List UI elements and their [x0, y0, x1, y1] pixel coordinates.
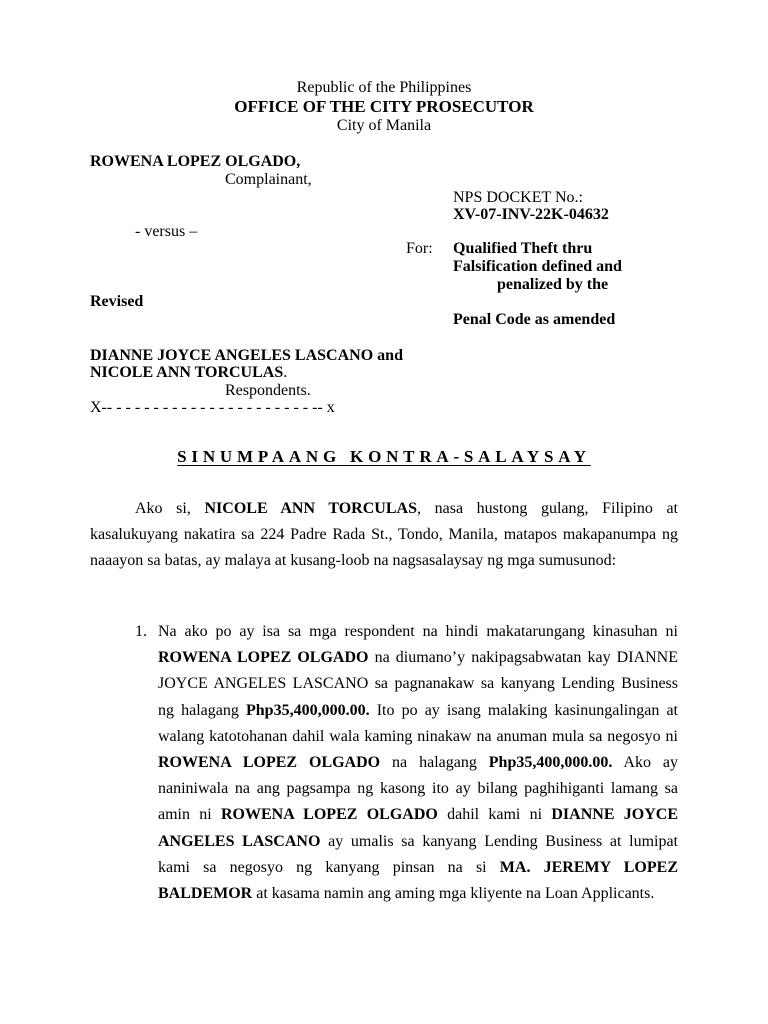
respondent-role: Respondents.: [225, 382, 311, 399]
list-item-number: 1.: [135, 623, 147, 640]
charge-line-1: Qualified Theft thru: [453, 240, 593, 257]
complainant-role: Complainant,: [225, 171, 312, 188]
item-bold-7: MA. JEREMY LOPEZ BALDEMOR: [158, 858, 678, 903]
list-item-text: [158, 619, 678, 907]
intro-text-1: Ako si,: [135, 500, 205, 517]
versus-text: - versus –: [135, 223, 198, 240]
document-title: SINUMPAANG KONTRA-SALAYSAY: [177, 447, 591, 466]
respondent-line-2-tail: .: [283, 364, 288, 381]
intro-text-2: , nasa hustong gulang, Filipino at kasalukuyang nakatira sa 224 Padre Rada St., Tondo, Manila, matapos makapanumpa ng naaayon sa batas, ay malaya at kusang-loob na nagsasalaysay ng mga sumusunod:: [90, 500, 679, 570]
docket-label: NPS DOCKET No.:: [453, 189, 583, 206]
item-text-5: Ako ay naniniwala na ang pagsampa ng kasong ito ay bilang paghihiganti lamang sa amin ni: [158, 754, 678, 824]
item-bold-1: ROWENA LOPEZ OLGADO: [158, 649, 369, 667]
item-text-2: na diumano’y nakipagsabwatan kay DIANNE JOYCE ANGELES LASCANO sa pagnanakaw sa kanyang Lending Business ng halagang: [158, 649, 679, 719]
item-text-8: at kasama namin ang aming mga kliyente na Loan Applicants.: [252, 885, 655, 903]
item-bold-6: DIANNE JOYCE ANGELES LASCANO: [158, 806, 678, 850]
caption-divider: X-- - - - - - - - - - - - - - - - - - - - - - -- x: [90, 399, 335, 416]
item-bold-5: ROWENA LOPEZ OLGADO: [221, 806, 438, 824]
respondent-line-2: [90, 364, 287, 382]
respondent-name-2: NICOLE ANN TORCULAS: [90, 364, 284, 381]
city-heading: City of Manila: [336, 117, 432, 134]
office-heading: OFFICE OF THE CITY PROSECUTOR: [234, 97, 534, 116]
item-text-6: dahil kami ni: [437, 806, 552, 824]
item-text-3: Ito po ay isang malaking kasinungalingan at walang katotohanan dahil wala kaming ninakaw na anuman mula sa negosyo ni: [158, 701, 679, 745]
charge-line-4: Penal Code as amended: [453, 311, 616, 328]
complainant-name: ROWENA LOPEZ OLGADO,: [90, 153, 301, 170]
item-text-4: na halagang: [380, 754, 489, 772]
respondent-line-1: DIANNE JOYCE ANGELES LASCANO and: [90, 347, 403, 364]
charge-line-2: Falsification defined and: [453, 258, 622, 275]
affiant-name: NICOLE ANN TORCULAS: [204, 500, 417, 517]
for-label: For:: [406, 240, 433, 257]
revised-text: Revised: [90, 293, 144, 310]
item-bold-4: Php35,400,000.00.: [488, 754, 613, 772]
item-text-1: Na ako po ay isa sa mga respondent na hindi makatarungang kinasuhan ni: [158, 623, 678, 640]
item-bold-3: ROWENA LOPEZ OLGADO: [158, 754, 381, 772]
item-bold-2: Php35,400,000.00.: [246, 701, 370, 719]
intro-paragraph: [90, 496, 678, 575]
charge-line-3: penalized by the: [497, 276, 609, 293]
republic-heading: Republic of the Philippines: [296, 79, 472, 96]
item-text-7: ay umalis sa kanyang Lending Business at lumipat kami sa negosyo ng kanyang pinsan na si: [158, 832, 679, 876]
docket-number: XV-07-INV-22K-04632: [453, 206, 609, 223]
